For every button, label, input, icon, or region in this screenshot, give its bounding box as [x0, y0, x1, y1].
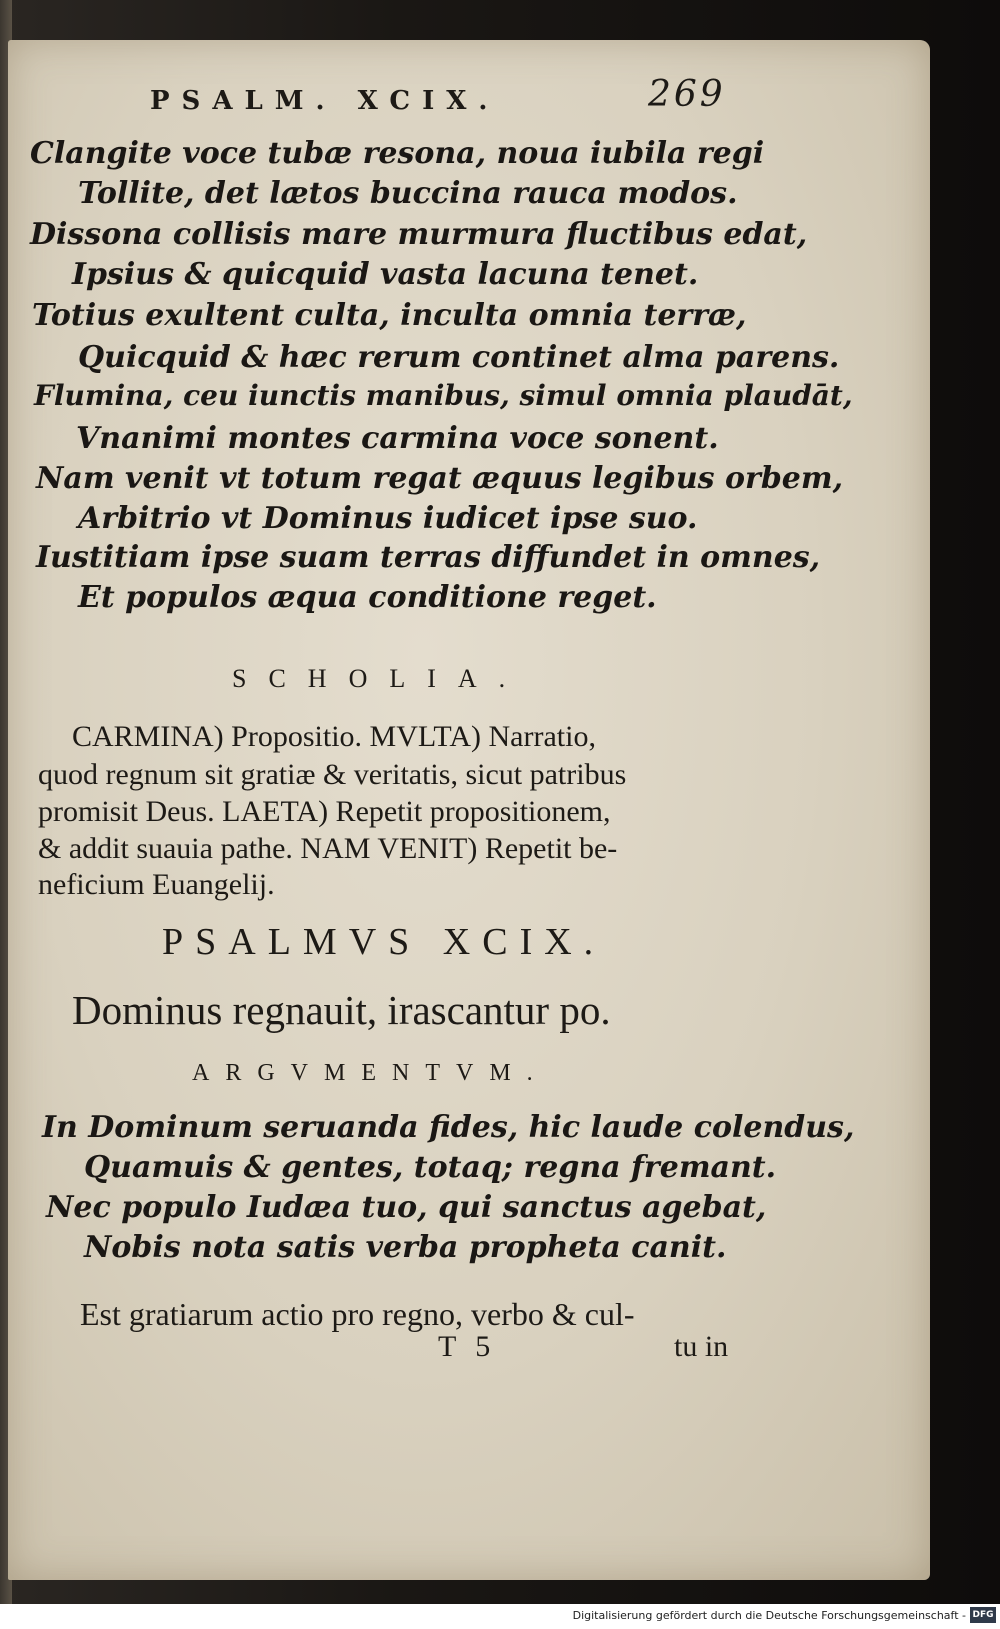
verse-line: Flumina, ceu iunctis manibus, simul omnia plaudāt,: [34, 379, 853, 412]
argument-line: Nobis nota satis verba propheta canit.: [84, 1230, 727, 1265]
scholia-line: CARMINA) Propositio. MVLTA) Narratio,: [72, 720, 596, 753]
verse-line: Arbitrio vt Dominus iudicet ipse suo.: [78, 501, 698, 536]
psalm-title: PSALMVS XCIX.: [162, 921, 606, 963]
prose-line: Est gratiarum actio pro regno, verbo & cul-: [80, 1296, 635, 1332]
scholia-line: & addit suauia pathe. NAM VENIT) Repetit be-: [38, 832, 618, 865]
verse-line: Ipsius & quicquid vasta lacuna tenet.: [72, 257, 699, 292]
running-title: PSALM. XCIX.: [150, 86, 500, 116]
scholia-line: quod regnum sit gratiæ & veritatis, sicut patribus: [38, 758, 627, 791]
catchword: tu in: [674, 1330, 729, 1363]
scholia-line: neficium Euangelij.: [38, 868, 275, 901]
argumentum-heading: ARGVMENTVM.: [192, 1060, 549, 1086]
psalm-incipit: Dominus regnauit, irascantur po.: [72, 987, 611, 1033]
dfg-logo: DFG: [970, 1607, 996, 1623]
argument-line: Quamuis & gentes, totaq; regna fremant.: [84, 1150, 777, 1185]
scholia-line: promisit Deus. LAETA) Repetit propositionem,: [38, 795, 611, 828]
signature-mark: T 5: [438, 1330, 497, 1363]
verse-line: Tollite, det lætos buccina rauca modos.: [78, 176, 738, 211]
argument-line: In Dominum seruanda fides, hic laude colendus,: [42, 1110, 855, 1145]
verse-line: Nam venit vt totum regat æquus legibus orbem,: [36, 461, 844, 496]
verse-line: Iustitiam ipse suam terras diffundet in omnes,: [36, 540, 821, 575]
verse-line: Quicquid & hæc rerum continet alma parens.: [78, 340, 840, 375]
verse-line: Et populos æqua conditione reget.: [78, 580, 657, 615]
scholia-heading: SCHOLIA.: [232, 664, 528, 693]
verse-line: Dissona collisis mare murmura fluctibus edat,: [30, 217, 808, 252]
verse-line: Totius exultent culta, inculta omnia terræ,: [32, 298, 747, 333]
verse-line: Clangite voce tubæ resona, noua iubila regi: [30, 136, 765, 171]
verse-line: Vnanimi montes carmina voce sonent.: [76, 421, 719, 456]
footer-credit: Digitalisierung gefördert durch die Deutsche Forschungsgemeinschaft -: [572, 1609, 966, 1622]
page-number: 269: [648, 74, 726, 115]
argument-line: Nec populo Iudæa tuo, qui sanctus agebat,: [46, 1190, 767, 1225]
